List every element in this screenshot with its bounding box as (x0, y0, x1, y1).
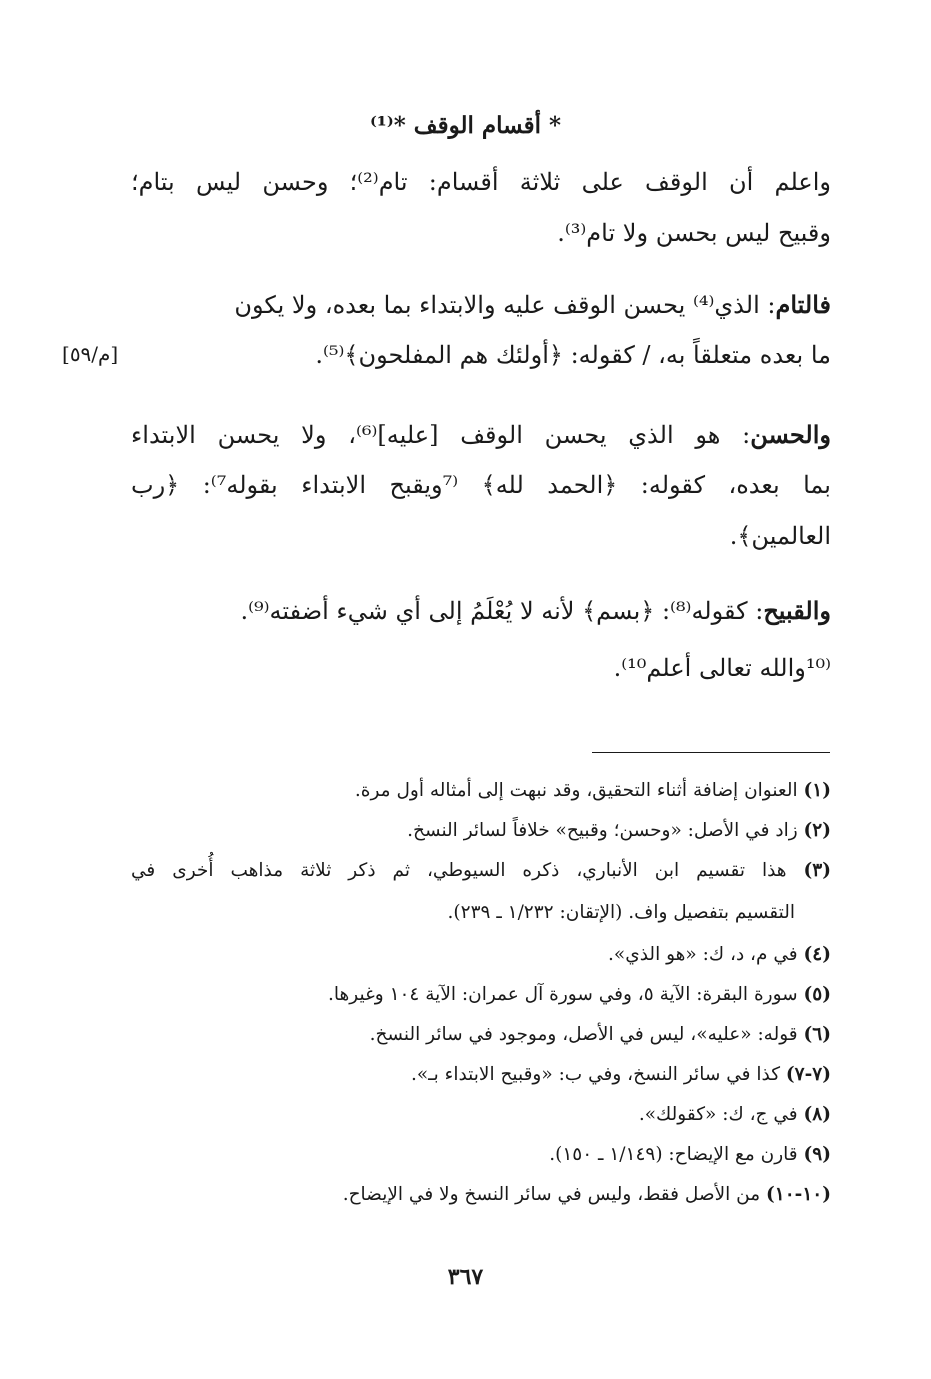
footnote-number: (٧-٧) (785, 1064, 831, 1085)
footnote-number: (١٠-١٠) (766, 1184, 831, 1205)
footnote-text: من الأصل فقط، وليس في سائر النسخ ولا في الإيضاح. (342, 1184, 761, 1205)
term-hasan: والحسن (750, 420, 831, 449)
footnote-number: (١) (803, 780, 831, 801)
paragraph-line: وقبيح ليس بحسن ولا تام⁽³⁾. (557, 219, 831, 247)
paragraph-line: بما بعده، كقوله: ﴿الحمد لله﴾ ⁽⁷ويقبح الابتداء بقوله⁷⁾: ﴿رب (131, 471, 831, 499)
footnote (328, 984, 831, 1005)
paragraph-text: : الذي⁽⁴⁾ يحسن الوقف عليه والابتداء بما بعده، ولا يكون (234, 291, 776, 319)
footnote-number: (٥) (803, 984, 831, 1005)
footnote-number: (٢) (803, 820, 831, 841)
footnote-text: سورة البقرة: الآية ٥، وفي سورة آل عمران: الآية ١٠٤ وغيرها. (328, 984, 798, 1005)
footnote-number: (٤) (803, 944, 831, 965)
paragraph-line (131, 420, 831, 449)
footnote (639, 1104, 831, 1125)
footnote-text: كذا في سائر النسخ، وفي ب: «وقبيح الابتداء بـ». (410, 1064, 781, 1085)
footnote (343, 1184, 831, 1205)
footnote-text: في ج، ك: «كقولك». (638, 1104, 798, 1125)
paragraph-line: ما بعده متعلقاً به، / كقوله: ﴿أولئك هم المفلحون﴾⁽⁵⁾. (315, 341, 831, 369)
footnote-text: قوله: «عليه»، ليس في الأصل، وموجود في سائر النسخ. (369, 1024, 798, 1045)
footnote (549, 1144, 831, 1165)
paragraph-line: ⁽¹⁰والله تعالى أعلم¹⁰⁾. (613, 654, 831, 682)
paragraph-line (240, 596, 831, 625)
footnote-text: هذا تقسيم ابن الأنباري، ذكره السيوطي، ثم ذكر ثلاثة مذاهب أُخرى في (131, 860, 787, 881)
footnote-number: (٩) (803, 1144, 831, 1165)
footnote (407, 820, 831, 841)
footnote-text: قارن مع الإيضاح: (١/١٤٩ ـ ١٥٠). (549, 1144, 798, 1165)
footnote-text: العنوان إضافة أثناء التحقيق، وقد نبهت إلى أمثاله أول مرة. (354, 780, 798, 801)
paragraph-line: واعلم أن الوقف على ثلاثة أقسام: تام⁽²⁾؛ وحسن ليس بتام؛ (131, 168, 831, 196)
footnote-continuation: التقسيم بتفصيل واف. (الإتقان: ١/٢٣٢ ـ ٢٣٩). (447, 902, 795, 923)
footnote (131, 860, 831, 881)
page-number: ٣٦٧ (447, 1264, 484, 1290)
footnote-separator (592, 752, 830, 753)
term-qabih: والقبيح (763, 596, 831, 625)
footnote-number: (٣) (803, 860, 831, 881)
footnote (411, 1064, 831, 1085)
paragraph-text: : هو الذي يحسن الوقف [عليه]⁽⁶⁾، ولا يحسن الابتداء (131, 421, 751, 449)
footnote-number: (٨) (803, 1104, 831, 1125)
paragraph-line (234, 290, 831, 319)
footnote-text: في م، د، ك: «هو الذي». (608, 944, 798, 965)
paragraph-text: : كقوله⁽⁸⁾: ﴿بسم﴾ لأنه لا يُعْلَمُ إلى أي شيء أضفته⁽⁹⁾. (240, 597, 764, 625)
footnote-number: (٦) (803, 1024, 831, 1045)
term-tam: فالتام (775, 290, 831, 319)
footnote-text: زاد في الأصل: «وحسن؛ وقبيح» خلافاً لسائر النسخ. (407, 820, 798, 841)
footnote (608, 944, 831, 965)
paragraph-line: العالمين﴾. (729, 522, 831, 550)
manuscript-page-marker: [م/٥٩] (62, 342, 119, 366)
section-heading: * أقسام الوقف *⁽¹⁾ (369, 112, 562, 139)
footnote (355, 780, 831, 801)
footnote (370, 1024, 831, 1045)
